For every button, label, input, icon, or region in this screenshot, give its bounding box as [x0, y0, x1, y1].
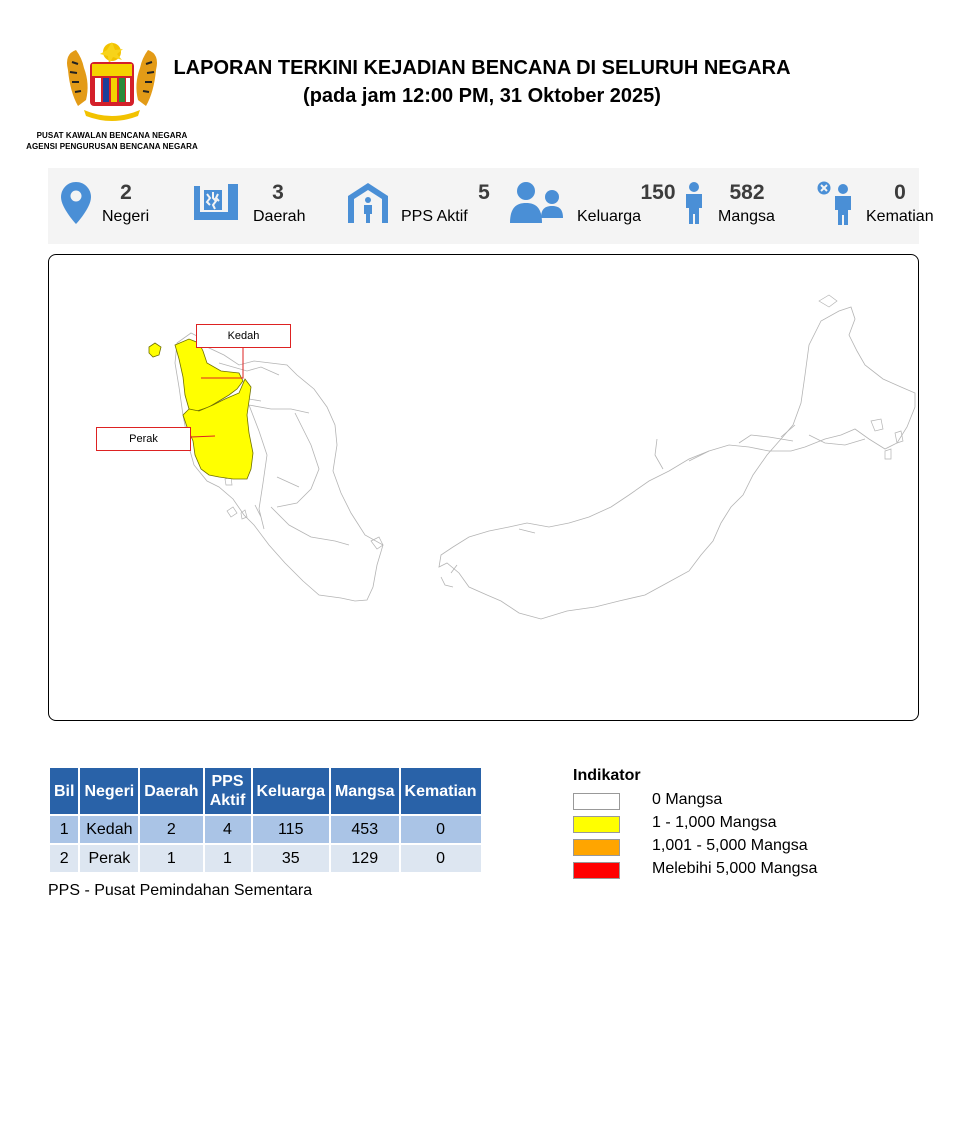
stat-value: 5: [478, 181, 490, 204]
legend-label: Melebihi 5,000 Mangsa: [652, 860, 818, 877]
map-canvas: [49, 255, 918, 720]
district-map-icon: [192, 182, 240, 222]
table-cell: 2: [50, 845, 78, 872]
table-row: [50, 816, 481, 843]
legend-label: 1 - 1,000 Mangsa: [652, 814, 777, 831]
column-header: Daerah: [140, 768, 202, 814]
table-cell: Perak: [80, 845, 138, 872]
state-penang: [149, 343, 161, 357]
column-header: Keluarga: [253, 768, 329, 814]
column-header: Negeri: [80, 768, 138, 814]
stat-label: Kematian: [866, 208, 934, 225]
column-header: PPS Aktif: [205, 768, 251, 814]
legend-swatch: [573, 793, 620, 810]
table-cell: 1: [205, 845, 251, 872]
table-cell: 129: [331, 845, 399, 872]
stat-label: Negeri: [102, 208, 150, 225]
organisation-name: [20, 130, 204, 152]
stat-keluarga: [498, 168, 676, 244]
page-title: [162, 54, 802, 110]
map-pin-icon: [61, 182, 91, 224]
malaysia-map[interactable]: [48, 254, 919, 721]
table-row: [50, 845, 481, 872]
title-line-1: LAPORAN TERKINI KEJADIAN BENCANA DI SELURUH NEGARA: [173, 57, 791, 79]
title-line-2: (pada jam 12:00 PM, 31 Oktober 2025): [303, 85, 661, 107]
stat-pps-aktif: [338, 168, 498, 244]
table-cell: Kedah: [80, 816, 138, 843]
stats-bar: [48, 168, 934, 244]
table-cell: 2: [140, 816, 202, 843]
person-icon: [683, 182, 705, 224]
legend-item: [573, 837, 808, 860]
stat-value: 0: [894, 181, 906, 204]
legend-swatch: [573, 862, 620, 879]
stat-value: 150: [640, 181, 676, 204]
org-line-1: PUSAT KAWALAN BENCANA NEGARA: [36, 131, 188, 140]
stat-label: Keluarga: [577, 208, 642, 225]
table-cell: 0: [401, 845, 481, 872]
stat-value: 582: [729, 181, 765, 204]
table-cell: 115: [253, 816, 329, 843]
table-cell: 35: [253, 845, 329, 872]
stat-kematian: [808, 168, 934, 244]
stat-negeri: [48, 168, 188, 244]
disaster-table: [48, 766, 483, 874]
table-cell: 0: [401, 816, 481, 843]
table-cell: 1: [140, 845, 202, 872]
stat-value: 2: [120, 181, 132, 204]
legend-label: 1,001 - 5,000 Mangsa: [652, 837, 808, 854]
legend-item: [573, 860, 818, 883]
legend-item: [573, 791, 723, 814]
family-icon: [510, 182, 566, 224]
table-cell: 453: [331, 816, 399, 843]
stat-label: Mangsa: [718, 208, 775, 225]
stat-daerah: [188, 168, 338, 244]
column-header: Kematian: [401, 768, 481, 814]
legend-swatch: [573, 839, 620, 856]
east-malaysia-outline: [439, 307, 915, 619]
stat-mangsa: [668, 168, 808, 244]
stat-value: 3: [272, 181, 284, 204]
footnote: PPS - Pusat Pemindahan Sementara: [48, 882, 313, 899]
legend-label: 0 Mangsa: [652, 791, 723, 808]
callout-perak[interactable]: Perak: [96, 427, 191, 451]
column-header: Bil: [50, 768, 78, 814]
table-cell: 1: [50, 816, 78, 843]
table-header-row: [50, 768, 481, 814]
legend: [573, 767, 818, 883]
org-line-2: AGENSI PENGURUSAN BENCANA NEGARA: [26, 142, 198, 151]
jata-negara-coat-of-arms-icon: [62, 40, 162, 122]
shelter-icon: [347, 182, 389, 224]
legend-title: Indikator: [573, 767, 641, 784]
stat-label: PPS Aktif: [401, 208, 468, 225]
table-cell: 4: [205, 816, 251, 843]
callout-kedah[interactable]: Kedah: [196, 324, 291, 348]
stat-label: Daerah: [253, 208, 306, 225]
death-person-icon: [817, 181, 857, 225]
legend-swatch: [573, 816, 620, 833]
legend-item: [573, 814, 777, 837]
column-header: Mangsa: [331, 768, 399, 814]
